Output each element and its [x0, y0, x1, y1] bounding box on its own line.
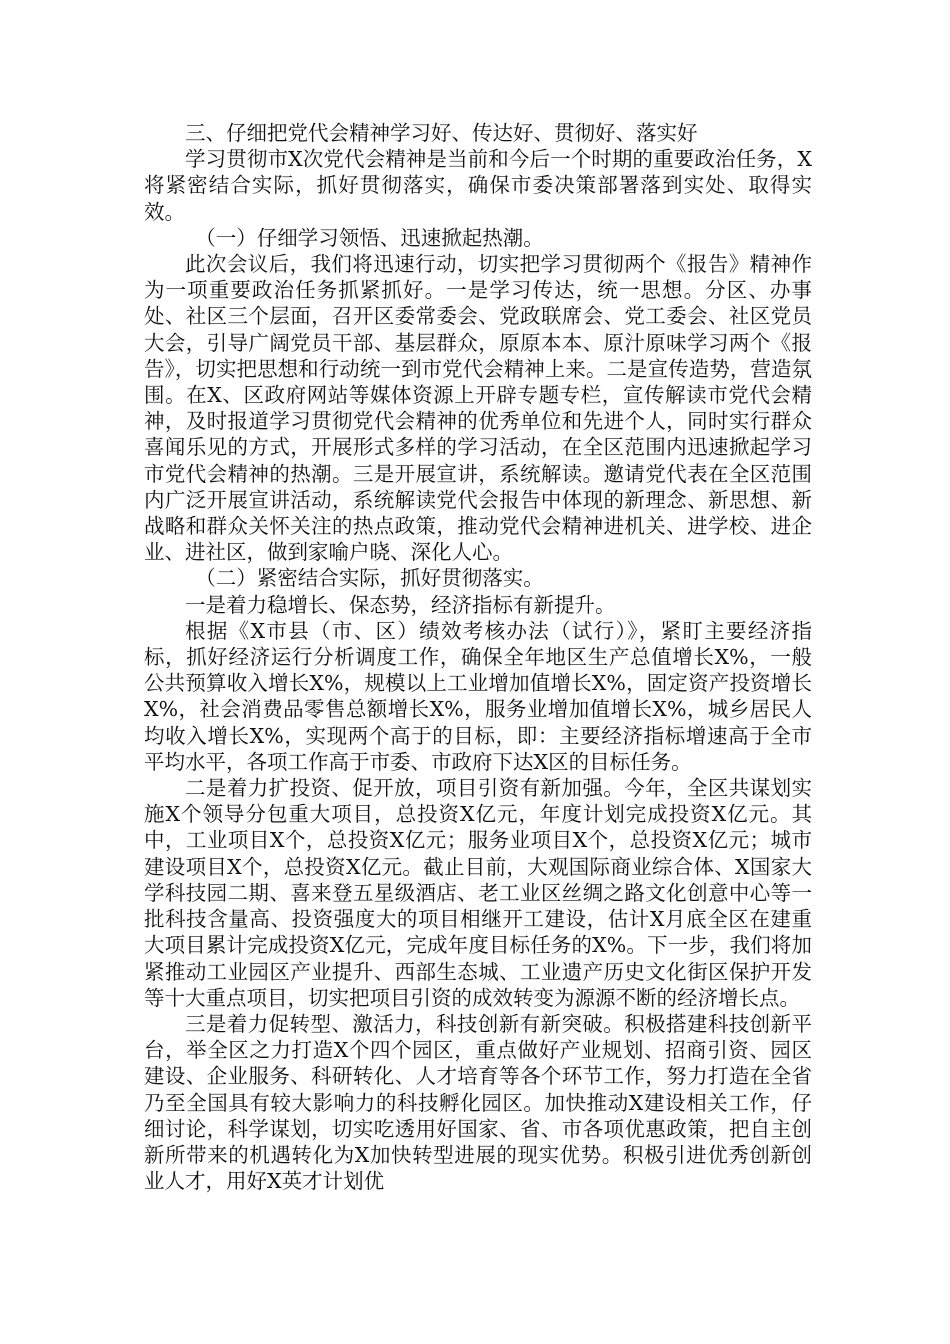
- intro-paragraph: 学习贯彻市X次党代会精神是当前和今后一个时期的重要政治任务，X将紧密结合实际，抓好贯彻落实，确保市委决策部署落到实处、取得实效。: [144, 147, 812, 224]
- subsection-1-paragraph: 此次会议后，我们将迅速行动，切实把学习贯彻两个《报告》精神作为一项重要政治任务抓紧抓好。一是学习传达，统一思想。分区、办事处、社区三个层面，召开区委常委会、党政联席会、党工委会、社区党员大会，引导广阔党员干部、基层群众，原原本本、原汁原味学习两个《报告》，切实把思想和行动统一到市党代会精神上来。二是宣传造势，营造氛围。在X、区政府网站等媒体资源上开辟专题专栏，宣传解读市党代会精神，及时报道学习贯彻党代会精神的优秀单位和先进个人，同时实行群众喜闻乐见的方式，开展形式多样的学习活动，在全区范围内迅速掀起学习市党代会精神的热潮。三是开展宣讲，系统解读。邀请党代表在全区范围内广泛开展宣讲活动，系统解读党代会报告中体现的新理念、新思想、新战略和群众关怀关注的热点政策，推动党代会精神进机关、进学校、进企业、进社区，做到家喻户晓、深化人心。: [144, 252, 812, 565]
- point-3-paragraph: 三是着力促转型、激活力，科技创新有新突破。积极搭建科技创新平台，举全区之力打造X个四个园区，重点做好产业规划、招商引资、园区建设、企业服务、科研转化、人才培育等各个环节工作，努力打造在全省乃至全国具有较大影响力的科技孵化园区。加快推动X建设相关工作，仔细讨论，科学谋划，切实吃透用好国家、省、市各项优惠政策，把自主创新所带来的机遇转化为X加快转型进展的现实优势。积极引进优秀创新创业人才，用好X英才计划优: [144, 1011, 812, 1194]
- point-1-paragraph: 根据《X市县（市、区）绩效考核办法（试行）》，紧盯主要经济指标，抓好经济运行分析调度工作，确保全年地区生产总值增长X%，一般公共预算收入增长X%，规模以上工业增加值增长X%，固定资产投资增长X%，社会消费品零售总额增长X%，服务业增加值增长X%，城乡居民人均收入增长X%，实现两个高于的目标，即：主要经济指标增速高于全市平均水平，各项工作高于市委、市政府下达X区的目标任务。: [144, 618, 812, 774]
- document-body: [144, 120, 812, 1194]
- point-2-paragraph: 二是着力扩投资、促开放，项目引资有新加强。今年，全区共谋划实施X个领导分包重大项目，总投资X亿元，年度计划完成投资X亿元。其中，工业项目X个，总投资X亿元；服务业项目X个，总投资X亿元；城市建设项目X个，总投资X亿元。截止目前，大观国际商业综合体、X国家大学科技园二期、喜来登五星级酒店、老工业区丝绸之路文化创意中心等一批科技含量高、投资强度大的项目相继开工建设，估计X月底全区在建重大项目累计完成投资X亿元，完成年度目标任务的X%。下一步，我们将加紧推动工业园区产业提升、西部生态城、工业遗产历史文化街区保护开发等十大重点项目，切实把项目引资的成效转变为源源不断的经济增长点。: [144, 776, 812, 1010]
- point-1-heading: 一是着力稳增长、保态势，经济指标有新提升。: [185, 592, 616, 617]
- subsection-1-heading: （一）仔细学习领悟、迅速掀起热潮。: [195, 225, 544, 250]
- subsection-2-heading: （二）紧密结合实际，抓好贯彻落实。: [195, 566, 544, 591]
- section-heading: 三、仔细把党代会精神学习好、传达好、贯彻好、落实好: [185, 121, 698, 145]
